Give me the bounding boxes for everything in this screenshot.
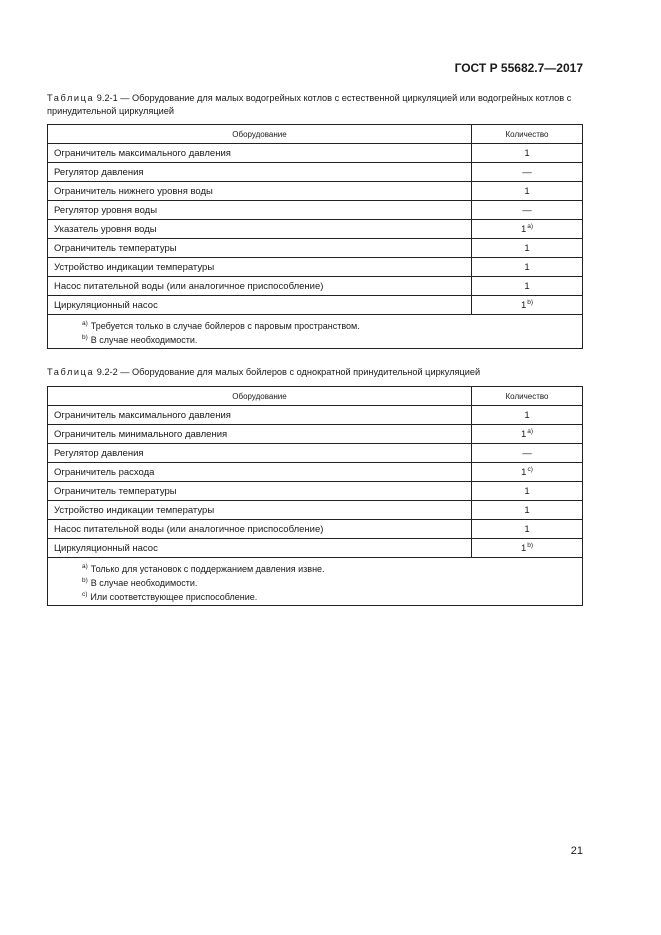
quantity-cell: [472, 463, 583, 482]
quantity-value: 1: [524, 185, 530, 197]
quantity-value: 1: [524, 261, 530, 273]
footnote: [82, 332, 576, 346]
quantity-value: 1: [520, 300, 527, 311]
quantity-cell: [472, 144, 583, 163]
quantity-value: 1: [520, 543, 527, 554]
table-row: [48, 444, 583, 463]
equipment-cell: Регулятор давления: [48, 163, 472, 182]
table-row: [48, 277, 583, 296]
quantity-value: 1: [524, 485, 530, 497]
footnote-mark: a): [82, 320, 88, 327]
table1-header-equipment: Оборудование: [48, 125, 472, 144]
quantity-cell: [472, 520, 583, 539]
footnote-mark: c): [82, 591, 88, 598]
table-row: [48, 406, 583, 425]
table2-footnotes: [48, 558, 583, 606]
quantity-cell: [472, 220, 583, 239]
quantity-cell: [472, 482, 583, 501]
table1-caption: [47, 92, 587, 118]
equipment-cell: Ограничитель температуры: [48, 239, 472, 258]
equipment-cell: Ограничитель максимального давления: [48, 406, 472, 425]
table2-caption-label: Таблица: [47, 367, 95, 377]
table-row: [48, 220, 583, 239]
equipment-cell: Регулятор давления: [48, 444, 472, 463]
footnote-ref: a): [527, 223, 534, 230]
quantity-cell: [472, 239, 583, 258]
standard-code: ГОСТ Р 55682.7—2017: [454, 61, 583, 75]
quantity-cell: [472, 501, 583, 520]
footnote-ref: a): [527, 428, 534, 435]
equipment-cell: Устройство индикации температуры: [48, 501, 472, 520]
table-row: [48, 425, 583, 444]
equipment-cell: Насос питательной воды (или аналогичное приспособление): [48, 520, 472, 539]
quantity-value: 1: [520, 224, 527, 235]
quantity-cell: [472, 539, 583, 558]
quantity-value: 1: [524, 147, 530, 159]
footnote-ref: b): [527, 299, 534, 306]
quantity-cell: [472, 201, 583, 220]
table-row: [48, 239, 583, 258]
table1-footnotes: [48, 315, 583, 349]
quantity-cell: [472, 444, 583, 463]
footnote-text: Или соответствующее приспособление.: [90, 592, 258, 602]
equipment-cell: Указатель уровня воды: [48, 220, 472, 239]
equipment-cell: Ограничитель температуры: [48, 482, 472, 501]
footnote-mark: a): [82, 563, 88, 570]
quantity-value: 1: [524, 504, 530, 516]
equipment-cell: Ограничитель нижнего уровня воды: [48, 182, 472, 201]
footnote: [82, 589, 576, 603]
quantity-cell: [472, 277, 583, 296]
table-row: [48, 539, 583, 558]
quantity-value: —: [522, 204, 532, 216]
table-row: [48, 144, 583, 163]
quantity-value: —: [522, 447, 532, 459]
table2: [47, 386, 583, 606]
equipment-cell: Ограничитель максимального давления: [48, 144, 472, 163]
table-row: [48, 163, 583, 182]
quantity-cell: [472, 182, 583, 201]
table1-header-quantity: Количество: [472, 125, 583, 144]
footnote-text: Требуется только в случае бойлеров с паровым пространством.: [90, 321, 360, 331]
table-row: [48, 296, 583, 315]
table-row: [48, 463, 583, 482]
quantity-value: 1: [524, 280, 530, 292]
equipment-cell: Ограничитель минимального давления: [48, 425, 472, 444]
equipment-cell: Насос питательной воды (или аналогичное приспособление): [48, 277, 472, 296]
quantity-value: —: [522, 166, 532, 178]
footnote: [82, 575, 576, 589]
equipment-cell: Циркуляционный насос: [48, 296, 472, 315]
equipment-cell: Регулятор уровня воды: [48, 201, 472, 220]
footnote: [82, 561, 576, 575]
table2-header-equipment: Оборудование: [48, 387, 472, 406]
footnote-text: В случае необходимости.: [90, 335, 198, 345]
table1-caption-text: 9.2-1 — Оборудование для малых водогрейных котлов с естественной циркуляцией или водогрейных котлов с принудительной циркуляцией: [47, 93, 572, 116]
quantity-value: 1: [524, 242, 530, 254]
page-number: 21: [570, 845, 583, 857]
table-row: [48, 201, 583, 220]
table-row: [48, 258, 583, 277]
quantity-value: 1: [520, 429, 527, 440]
quantity-value: 1: [521, 467, 527, 478]
quantity-cell: [472, 425, 583, 444]
equipment-cell: Устройство индикации температуры: [48, 258, 472, 277]
table2-caption-text: 9.2-2 — Оборудование для малых бойлеров с однократной принудительной циркуляцией: [94, 367, 481, 377]
table1-caption-label: Таблица: [47, 93, 95, 103]
footnote-mark: b): [82, 577, 88, 584]
table2-caption: [47, 366, 587, 379]
quantity-cell: [472, 258, 583, 277]
quantity-value: 1: [524, 409, 530, 421]
quantity-cell: [472, 406, 583, 425]
footnote-ref: c): [527, 466, 533, 473]
footnote-text: В случае необходимости.: [90, 578, 198, 588]
table-row: [48, 501, 583, 520]
quantity-value: 1: [524, 523, 530, 535]
footnote-mark: b): [82, 334, 88, 341]
table-row: [48, 482, 583, 501]
equipment-cell: Циркуляционный насос: [48, 539, 472, 558]
table1: [47, 124, 583, 349]
table-row: [48, 520, 583, 539]
quantity-cell: [472, 163, 583, 182]
quantity-cell: [472, 296, 583, 315]
footnote-text: Только для установок с поддержанием давления извне.: [90, 564, 325, 574]
table2-header-quantity: Количество: [472, 387, 583, 406]
table-row: [48, 182, 583, 201]
footnote-ref: b): [527, 542, 534, 549]
footnote: [82, 318, 576, 332]
equipment-cell: Ограничитель расхода: [48, 463, 472, 482]
